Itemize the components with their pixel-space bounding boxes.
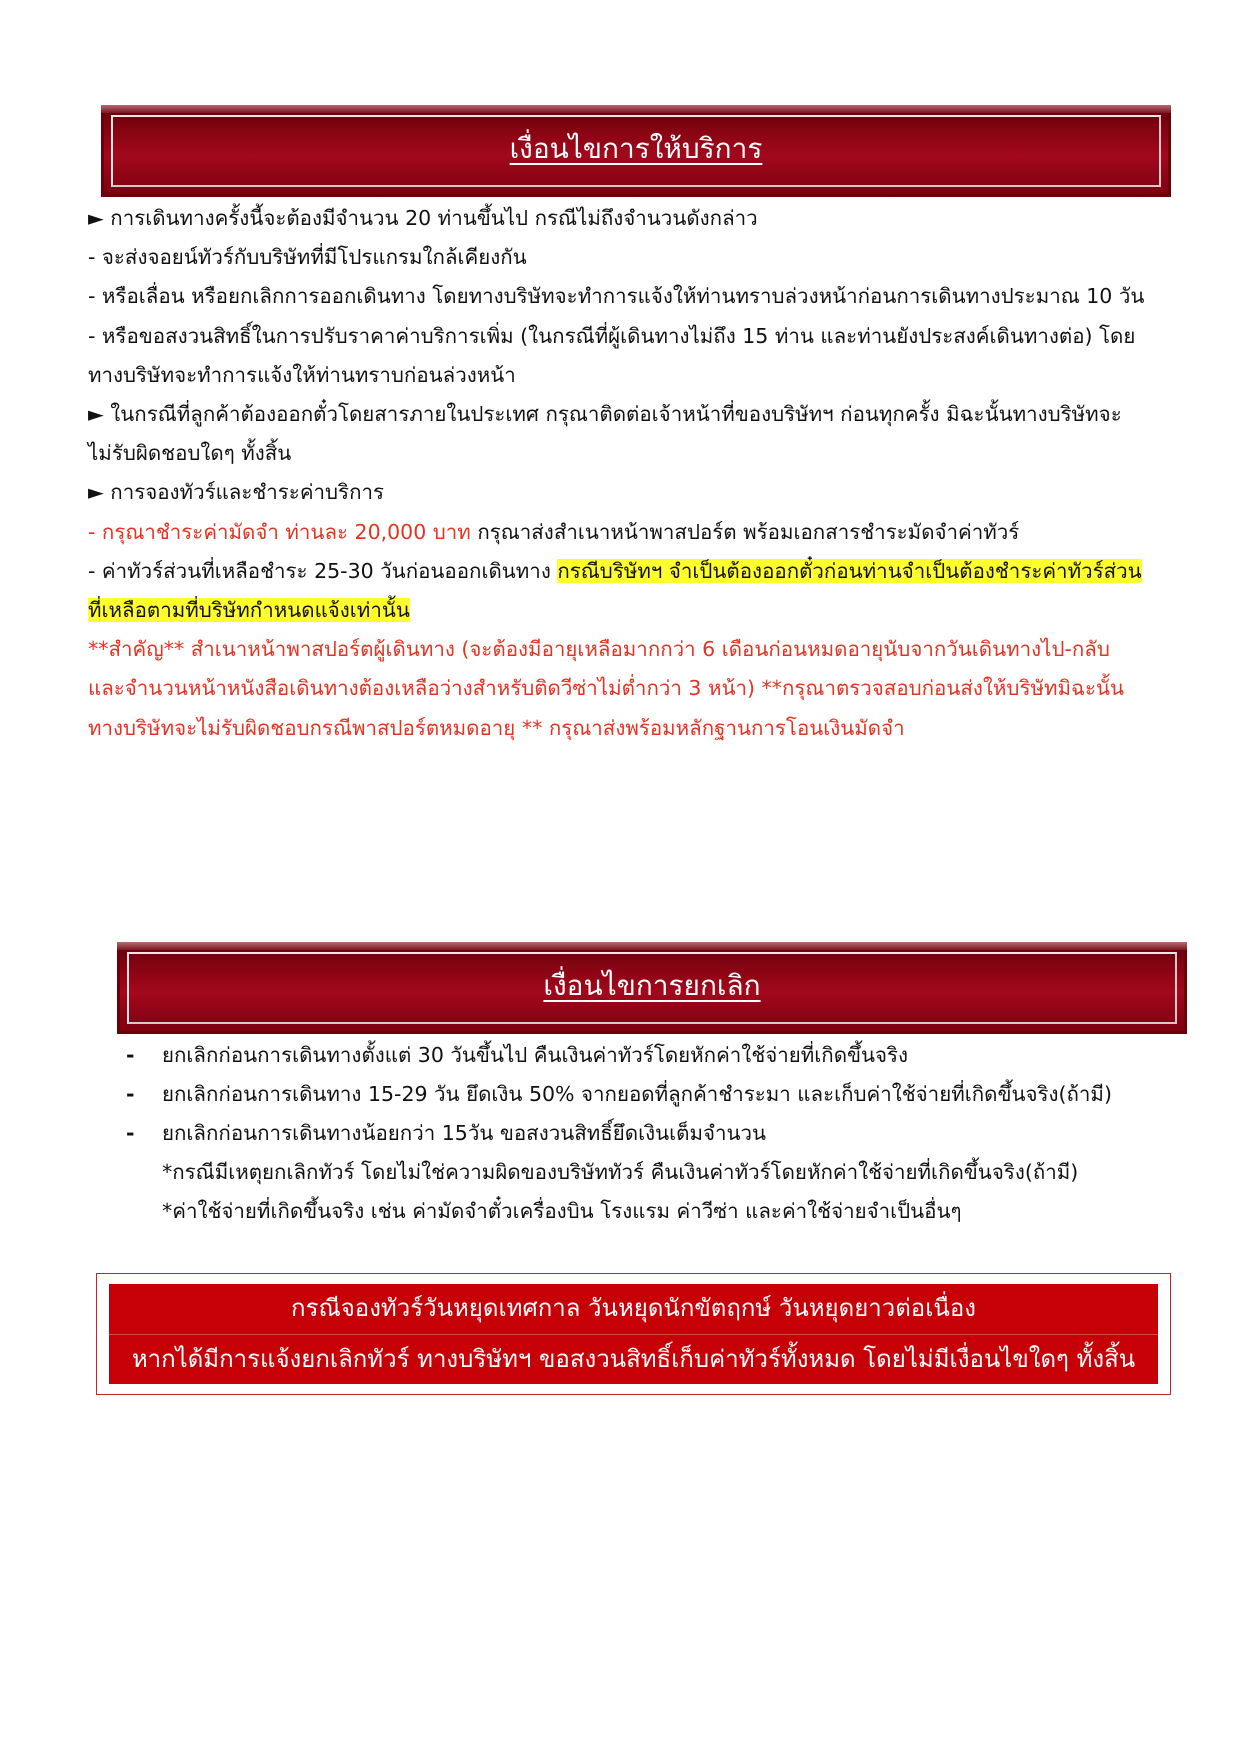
- terms-line: - จะส่งจอยน์ทัวร์กับบริษัทที่มีโปรแกรมใกล้เคียงกัน: [88, 245, 527, 270]
- balance-text: - ค่าทัวร์ส่วนที่เหลือชำระ 25-30 วันก่อนออกเดินทาง: [88, 558, 558, 583]
- list-item: [122, 1036, 1172, 1075]
- balance-line: [88, 552, 1158, 591]
- deposit-instructions: กรุณาส่งสำเนาหน้าพาสปอร์ต พร้อมเอกสารชำระมัดจำค่าทัวร์: [470, 519, 1020, 544]
- terms-line: ทางบริษัทจะทำการแจ้งให้ท่านทราบก่อนล่วงหน้า: [88, 362, 516, 387]
- list-item: [122, 1075, 1172, 1114]
- terms-line: - หรือขอสงวนสิทธิ์ในการปรับราคาค่าบริการเพิ่ม (ในกรณีที่ผู้เดินทางไม่ถึง 15 ท่าน และท่านยังประสงค์เดินทางต่อ) โดย: [88, 323, 1136, 348]
- balance-highlight: ที่เหลือตามที่บริษัทกำหนดแจ้งเท่านั้น: [88, 598, 410, 623]
- terms-line: ► การเดินทางครั้งนี้จะต้องมีจำนวน 20 ท่านขึ้นไป กรณีไม่ถึงจำนวนดังกล่าว: [88, 206, 758, 230]
- terms-line: - หรือเลื่อน หรือยกเลิกการออกเดินทาง โดยทางบริษัทจะทำการแจ้งให้ท่านทราบล่วงหน้าก่อนการเดินทางประมาณ 10 วัน: [88, 284, 1145, 309]
- cancel-terms-title: เงื่อนไขการยกเลิก: [543, 969, 761, 1002]
- service-terms-title: เงื่อนไขการให้บริการ: [509, 132, 763, 165]
- important-line: และจำนวนหน้าหนังสือเดินทางต้องเหลือว่างสำหรับติดวีซ่าไม่ต่ำกว่า 3 หน้า) **กรุณาตรวจสอบก่อนส่งให้บริษัทมิฉะนั้น: [88, 676, 1124, 701]
- list-item-text: ยกเลิกก่อนการเดินทางตั้งแต่ 30 วันขึ้นไป คืนเงินค่าทัวร์โดยหักค่าใช้จ่ายที่เกิดขึ้นจริง: [162, 1043, 909, 1067]
- cancel-note: *กรณีมีเหตุยกเลิกทัวร์ โดยไม่ใช่ความผิดของบริษัททัวร์ คืนเงินค่าทัวร์โดยหักค่าใช้จ่ายที่เกิดขึ้นจริง(ถ้ามี): [162, 1160, 1079, 1184]
- deposit-amount: - กรุณาชำระค่ามัดจำ ท่านละ 20,000 บาท: [88, 519, 471, 544]
- list-item-text: ยกเลิกก่อนการเดินทาง 15-29 วัน ยึดเงิน 50% จากยอดที่ลูกค้าชำระมา และเก็บค่าใช้จ่ายที่เกิดขึ้นจริง(ถ้ามี): [162, 1082, 1112, 1106]
- important-line: ทางบริษัทจะไม่รับผิดชอบกรณีพาสปอร์ตหมดอายุ ** กรุณาส่งพร้อมหลักฐานการโอนเงินมัดจำ: [88, 715, 905, 740]
- list-bullet: -: [126, 1121, 135, 1145]
- holiday-notice-line: หากได้มีการแจ้งยกเลิกทัวร์ ทางบริษัทฯ ขอสงวนสิทธิ์เก็บค่าทัวร์ทั้งหมด โดยไม่มีเงื่อนไขใดๆ ทั้งสิ้น: [131, 1345, 1136, 1373]
- cancel-note: *ค่าใช้จ่ายที่เกิดขึ้นจริง เช่น ค่ามัดจำตั๋วเครื่องบิน โรงแรม ค่าวีซ่า และค่าใช้จ่ายจำเป็นอื่นๆ: [162, 1199, 962, 1223]
- service-terms-banner: [101, 105, 1171, 197]
- deposit-line: [88, 513, 1158, 552]
- list-item: [122, 1114, 1172, 1153]
- list-bullet: -: [126, 1082, 135, 1106]
- cancel-terms-banner: [117, 942, 1187, 1034]
- cancel-terms-list: [122, 1036, 1172, 1231]
- list-item-text: ยกเลิกก่อนการเดินทางน้อยกว่า 15วัน ขอสงวนสิทธิ์ยึดเงินเต็มจำนวน: [162, 1121, 767, 1145]
- important-line: **สำคัญ** สำเนาหน้าพาสปอร์ตผู้เดินทาง (จะต้องมีอายุเหลือมากกว่า 6 เดือนก่อนหมดอายุนับจากวันเดินทางไป-กลับ: [88, 637, 1110, 662]
- terms-line: ► การจองทัวร์และชำระค่าบริการ: [88, 480, 384, 505]
- list-bullet: -: [126, 1043, 135, 1067]
- terms-line: ไม่รับผิดชอบใดๆ ทั้งสิ้น: [88, 441, 292, 466]
- service-terms-body: [88, 199, 1158, 748]
- terms-line: ► ในกรณีที่ลูกค้าต้องออกตั๋วโดยสารภายในประเทศ กรุณาติดต่อเจ้าหน้าที่ของบริษัทฯ ก่อนทุกครั้ง มิฉะนั้นทางบริษัทจะ: [88, 402, 1122, 427]
- balance-highlight: กรณีบริษัทฯ จำเป็นต้องออกตั๋วก่อนท่านจำเป็นต้องชำระค่าทัวร์ส่วน: [557, 558, 1142, 583]
- balance-line-cont: [88, 591, 1158, 630]
- holiday-notice-panel: [109, 1284, 1158, 1384]
- holiday-notice-line: กรณีจองทัวร์วันหยุดเทศกาล วันหยุดนักขัตฤกษ์ วันหยุดยาวต่อเนื่อง: [109, 1284, 1158, 1335]
- holiday-notice-box: [96, 1273, 1171, 1395]
